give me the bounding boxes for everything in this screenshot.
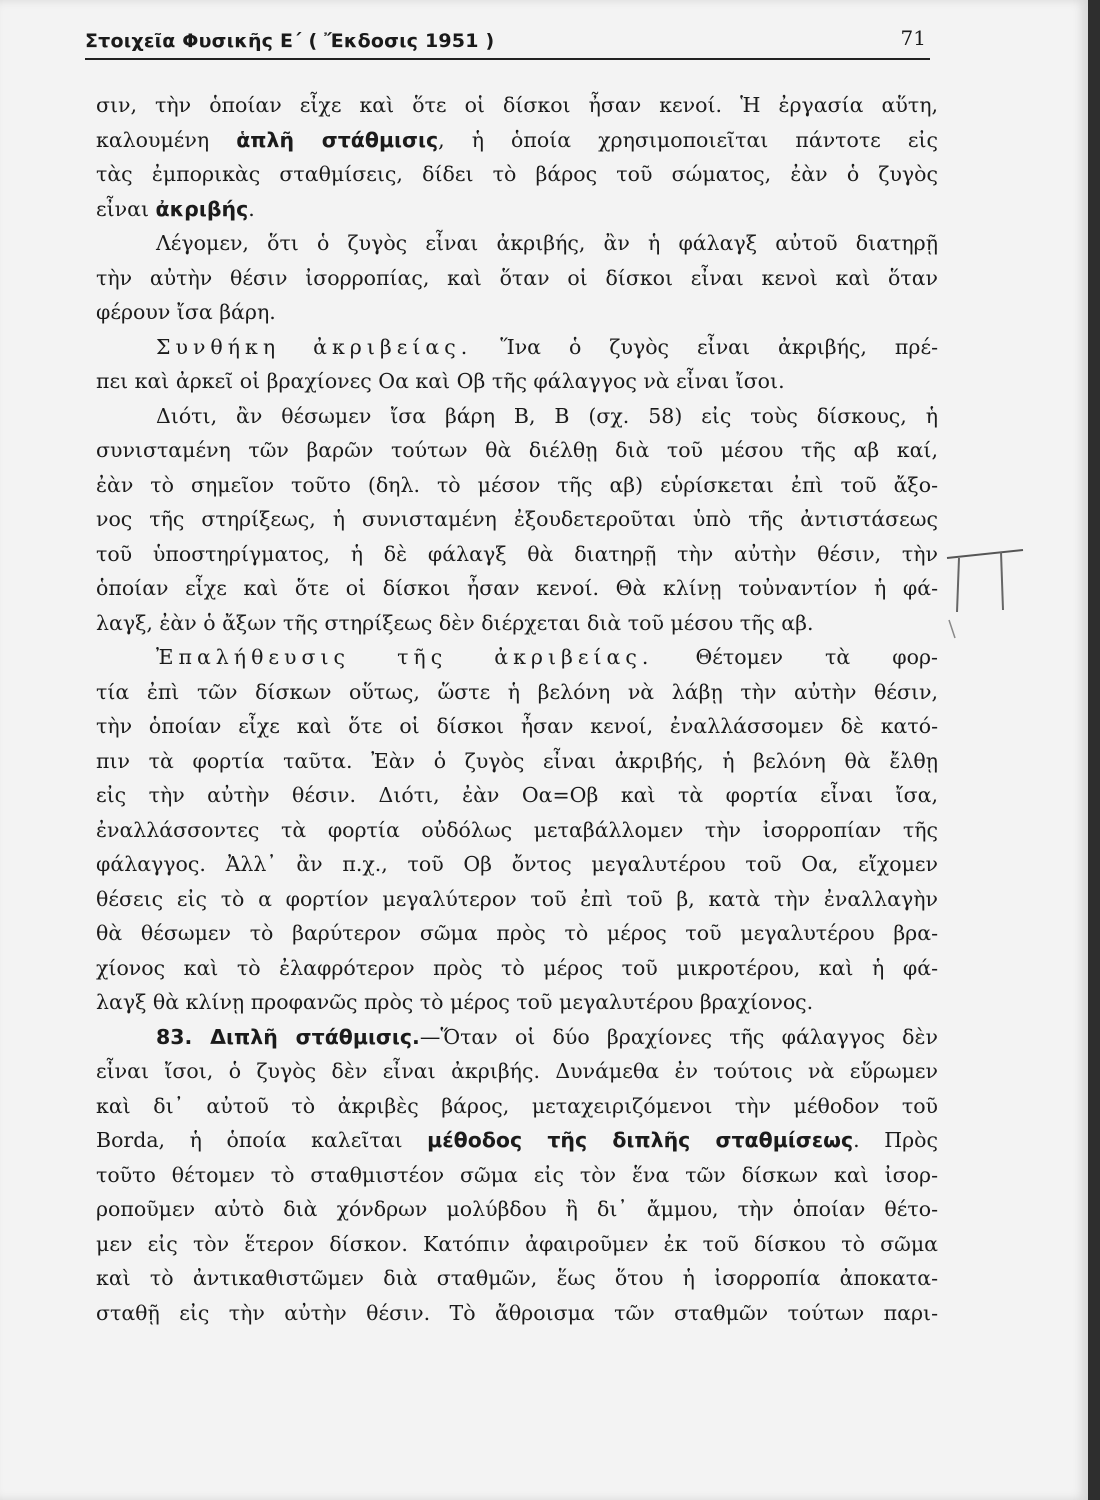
text-line xyxy=(96,571,938,606)
text-line xyxy=(96,951,938,986)
text-line xyxy=(96,1192,938,1227)
spaced-heading: Ἐπαλήθευσις τῆς ἀκριβείας. xyxy=(156,645,654,669)
running-header xyxy=(85,26,930,60)
text-segment: τὴν ὁποίαν εἶχε καὶ ὅτε οἱ δίσκοι ἦσαν κενοί, ἐναλλάσσομεν δὲ κατό- xyxy=(96,714,938,738)
text-segment: εἶναι ἴσοι, ὁ ζυγὸς δὲν εἶναι ἀκριβής. Δυνάμεθα ἐν τούτοις νὰ εὕρωμεν xyxy=(96,1059,938,1083)
handwritten-margin-mark-icon xyxy=(945,540,1025,640)
text-segment: λαγξ θὰ κλίνῃ προφανῶς πρὸς τὸ μέρος τοῦ μεγαλυτέρου βραχίονος. xyxy=(96,990,814,1014)
text-line xyxy=(96,1054,938,1089)
text-segment: ἐναλλάσσοντες τὰ φορτία οὐδόλως μεταβάλλομεν τὴν ἰσορροπίαν τῆς xyxy=(96,817,938,842)
text-line xyxy=(96,364,938,399)
text-line xyxy=(96,1158,938,1193)
text-line xyxy=(96,157,938,192)
text-line xyxy=(96,916,938,951)
text-segment: φάλαγγος. Ἀλλ᾽ ἂν π.χ., τοῦ Οβ ὄντος μεγαλυτέρου τοῦ Οα, εἴχομεν xyxy=(96,852,938,876)
text-segment: συνισταμένη τῶν βαρῶν τούτων θὰ διέλθῃ διὰ τοῦ μέσου τῆς αβ καί, xyxy=(96,438,938,462)
bold-term: ἀκριβής xyxy=(155,196,249,221)
text-line xyxy=(96,226,938,261)
bold-term: μέθοδος τῆς διπλῆς σταθμίσεως xyxy=(427,1128,854,1152)
text-line xyxy=(96,261,938,296)
text-segment: καὶ δι᾽ αὐτοῦ τὸ ἀκριβὲς βάρος, μεταχειριζόμενοι τὴν μέθοδον τοῦ xyxy=(96,1093,938,1118)
spaced-heading: Συνθήκη ἀκριβείας. xyxy=(156,334,473,359)
text-line xyxy=(96,433,938,468)
text-line xyxy=(96,847,938,882)
text-segment: καλουμένη xyxy=(96,127,237,152)
text-segment: —Ὅταν οἱ δύο βραχίονες τῆς φάλαγγος δὲν xyxy=(419,1024,938,1049)
text-segment: σιν, τὴν ὁποίαν εἶχε καὶ ὅτε οἱ δίσκοι ἦσαν κενοί. Ἡ ἐργασία αὕτη, xyxy=(96,93,938,117)
text-line xyxy=(96,709,938,744)
text-segment: μεν εἰς τὸν ἕτερον δίσκον. Κατόπιν ἀφαιροῦμεν ἐκ τοῦ δίσκου τὸ σῶμα xyxy=(96,1231,938,1256)
text-line xyxy=(96,675,938,710)
text-segment: , ἡ ὁποία χρησιμοποιεῖται πάντοτε εἰς xyxy=(438,127,938,152)
text-segment: θὰ θέσωμεν τὸ βαρύτερον σῶμα πρὸς τὸ μέρος τοῦ μεγαλυτέρου βρα- xyxy=(96,921,938,945)
text-line xyxy=(96,1227,938,1262)
text-segment: πιν τὰ φορτία ταῦτα. Ἐὰν ὁ ζυγὸς εἶναι ἀκριβής, ἡ βελόνη θὰ ἔλθῃ xyxy=(96,748,938,773)
text-line xyxy=(96,295,938,330)
text-line xyxy=(96,640,938,675)
text-segment: τία ἐπὶ τῶν δίσκων οὕτως, ὥστε ἡ βελόνη νὰ λάβῃ τὴν αὐτὴν θέσιν, xyxy=(96,679,938,704)
text-line xyxy=(96,1089,938,1124)
text-line xyxy=(96,1123,938,1158)
text-segment: Λέγομεν, ὅτι ὁ ζυγὸς εἶναι ἀκριβής, ἂν ἡ φάλαγξ αὐτοῦ διατηρῇ xyxy=(156,231,938,255)
text-line xyxy=(96,985,938,1020)
text-line xyxy=(96,192,938,227)
text-line xyxy=(96,399,938,434)
text-segment: . xyxy=(248,196,255,221)
text-segment: χίονος καὶ τὸ ἐλαφρότερον πρὸς τὸ μέρος τοῦ μικροτέρου, καὶ ἡ φά- xyxy=(96,955,938,980)
running-title: Στοιχεῖα Φυσικῆς Ε΄ ( Ἔκδοσις 1951 ) xyxy=(85,30,495,52)
text-line xyxy=(96,330,938,365)
text-line xyxy=(96,468,938,503)
body-text xyxy=(96,88,938,1330)
text-segment: Ἵνα ὁ ζυγὸς εἶναι ἀκριβής, πρέ- xyxy=(472,334,938,359)
text-line xyxy=(96,606,938,641)
text-segment: Διότι, ἂν θέσωμεν ἴσα βάρη Β, Β (σχ. 58) εἰς τοὺς δίσκους, ἡ xyxy=(156,403,938,428)
text-segment: Borda, ἡ ὁποία καλεῖται xyxy=(96,1128,428,1152)
text-segment: τὴν αὐτὴν θέσιν ἰσορροπίας, καὶ ὅταν οἱ δίσκοι εἶναι κενοὶ καὶ ὅταν xyxy=(96,265,938,290)
text-segment: . Πρὸς xyxy=(853,1128,938,1152)
page-edge-shadow xyxy=(1088,0,1100,1500)
text-line xyxy=(96,1261,938,1296)
text-line xyxy=(96,1296,938,1331)
text-segment: καὶ τὸ ἀντικαθιστῶμεν διὰ σταθμῶν, ἕως ὅτου ἡ ἰσορροπία ἀποκατα- xyxy=(96,1266,938,1290)
text-segment: ἐὰν τὸ σημεῖον τοῦτο (δηλ. τὸ μέσον τῆς αβ) εὑρίσκεται ἐπὶ τοῦ ἄξο- xyxy=(96,472,938,497)
text-line xyxy=(96,778,938,813)
text-line xyxy=(96,537,938,572)
bold-term: ἁπλῆ στάθμισις xyxy=(236,127,439,152)
text-segment: εἶναι xyxy=(96,196,156,221)
text-segment: ὁποίαν εἶχε καὶ ὅτε οἱ δίσκοι ἦσαν κενοί. Θὰ κλίνῃ τοὐναντίον ἡ φά- xyxy=(96,576,938,600)
bold-term: 83. Διπλῆ στάθμισις. xyxy=(156,1024,420,1049)
text-segment: σταθῇ εἰς τὴν αὐτὴν θέσιν. Τὸ ἄθροισμα τῶν σταθμῶν τούτων παρι- xyxy=(96,1300,938,1325)
text-segment: νος τῆς στηρίξεως, ἡ συνισταμένη ἐξουδετεροῦται ὑπὸ τῆς ἀντιστάσεως xyxy=(96,507,938,531)
text-segment: Θέτομεν τὰ φορ- xyxy=(653,645,938,669)
text-line xyxy=(96,813,938,848)
text-line xyxy=(96,1020,938,1055)
text-segment: ροποῦμεν αὐτὸ διὰ χόνδρων μολύβδου ἢ δι᾽ ἄμμου, τὴν ὁποίαν θέτο- xyxy=(96,1197,938,1221)
text-segment: φέρουν ἴσα βάρη. xyxy=(96,300,276,324)
text-segment: τὰς ἐμπορικὰς σταθμίσεις, δίδει τὸ βάρος τοῦ σώματος, ἐὰν ὁ ζυγὸς xyxy=(96,162,938,186)
text-line xyxy=(96,88,938,123)
text-segment: εἰς τὴν αὐτὴν θέσιν. Διότι, ἐὰν Οα=Οβ καὶ τὰ φορτία εἶναι ἴσα, xyxy=(96,783,938,807)
text-line xyxy=(96,502,938,537)
text-segment: πει καὶ ἀρκεῖ οἱ βραχίονες Οα καὶ Οβ τῆς φάλαγγος νὰ εἶναι ἴσοι. xyxy=(96,369,785,393)
text-line xyxy=(96,744,938,779)
text-line xyxy=(96,882,938,917)
text-segment: τοῦτο θέτομεν τὸ σταθμιστέον σῶμα εἰς τὸν ἕνα τῶν δίσκων καὶ ἰσορ- xyxy=(96,1162,938,1187)
text-segment: λαγξ, ἐὰν ὁ ἄξων τῆς στηρίξεως δὲν διέρχεται διὰ τοῦ μέσου τῆς αβ. xyxy=(96,610,814,635)
page-number: 71 xyxy=(900,26,926,50)
text-line xyxy=(96,123,938,158)
text-segment: θέσεις εἰς τὸ α φορτίον μεγαλύτερον τοῦ ἐπὶ τοῦ β, κατὰ τὴν ἐναλλαγὴν xyxy=(96,886,938,911)
text-segment: τοῦ ὑποστηρίγματος, ἡ δὲ φάλαγξ θὰ διατηρῇ τὴν αὐτὴν θέσιν, τὴν xyxy=(96,541,938,566)
